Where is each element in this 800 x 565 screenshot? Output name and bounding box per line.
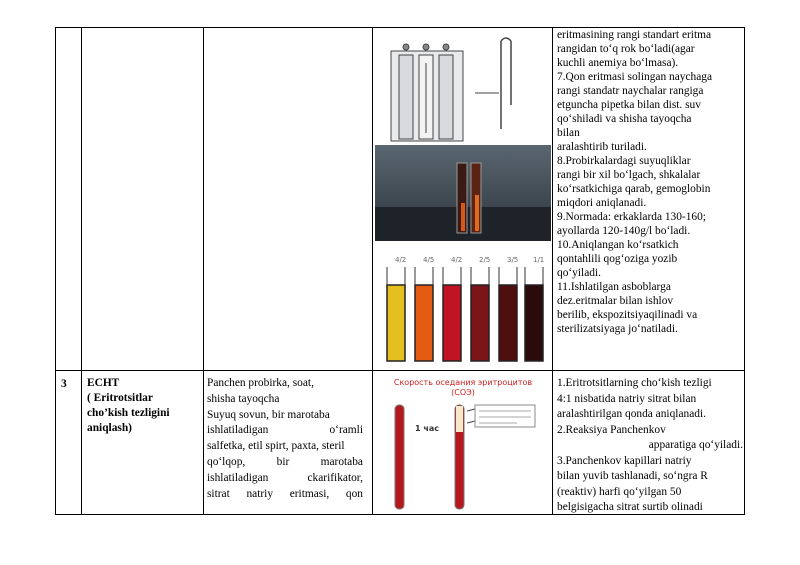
- scale-label: 3/5: [507, 256, 519, 264]
- procedure-line: 10.Aniqlangan ko‘rsatkich: [557, 239, 679, 251]
- procedure-line: rangi bir xil bo‘lgach, shkalalar: [557, 169, 701, 181]
- procedure-line: qontahlili qog‘oziga yozib: [557, 253, 678, 265]
- procedure-text-prev: [557, 28, 743, 336]
- scale-label: 1/1: [533, 256, 545, 264]
- procedure-line: etguncha pipetka bilan dist. suv: [557, 99, 701, 111]
- procedure-line: 3.Panchenkov kapillari natriy: [557, 454, 692, 467]
- procedure-line: miqdori aniqlanadi.: [557, 197, 647, 209]
- document-table: [55, 27, 745, 515]
- tube-5: [499, 285, 517, 361]
- procedure-line: (reaktiv) harfi qo‘yilgan 50: [557, 485, 682, 498]
- procedure-text-row3: [557, 376, 743, 516]
- row-number: 3: [61, 378, 67, 390]
- procedure-line: ayollarda 120-140g/l bo‘ladi.: [557, 225, 691, 237]
- equipment-list: [207, 376, 363, 502]
- procedure-line: 2.Reaksiya Panchenkov: [557, 423, 666, 436]
- procedure-name-line: ECHT: [87, 377, 120, 389]
- procedure-line: berilib, ekspozitsiyaqilinadi va: [557, 309, 698, 321]
- table-border-left: [55, 27, 56, 515]
- procedure-line: rangi standatr naychalar rangiga: [557, 85, 704, 97]
- procedure-line: aralashtirilgan qonda aniqlanadi.: [557, 408, 706, 420]
- procedure-name-line: ( Eritrotsitlar: [87, 392, 153, 404]
- procedure-name-line: cho’kish tezligini: [87, 407, 170, 419]
- scale-label: 4/2: [451, 256, 463, 264]
- column-divider-4: [552, 27, 553, 515]
- scale-label: 2/5: [479, 256, 491, 264]
- procedure-line: 7.Qon eritmasi solingan naychaga: [557, 71, 712, 83]
- equipment-line: ishlatiladigan o‘ramli: [207, 424, 363, 437]
- procedure-line: kuchli anemiya bo‘lmasa).: [557, 57, 679, 69]
- equipment-line: qo‘lqop, bir marotaba: [207, 455, 363, 468]
- procedure-name-line: aniqlash): [87, 422, 132, 434]
- equipment-line: ishlatiladigan ckarifikator,: [207, 471, 363, 484]
- procedure-line: 11.Ishlatilgan asboblarga: [557, 281, 671, 293]
- procedure-line: 4:1 nisbatida natriy sitrat bilan: [557, 392, 697, 405]
- tube-6: [525, 285, 543, 361]
- procedure-line: ko‘rsatkichiga qarab, gemoglobin: [557, 183, 711, 195]
- procedure-line: bilan: [557, 127, 580, 139]
- equipment-line: shisha tayoqcha: [207, 392, 280, 405]
- procedure-line: sterilizatsiyaga jo‘natiladi.: [557, 323, 678, 335]
- scale-label: 4/5: [423, 256, 435, 264]
- procedure-line: bilan yuvib tashlanadi, so‘ngra R: [557, 470, 708, 482]
- procedure-line: rangidan to‘q rok bo‘ladi(agar: [557, 43, 695, 55]
- procedure-line: aralashtirib turiladi.: [557, 141, 647, 153]
- esr-figure-title: Скорость оседания эритроцитов: [393, 378, 533, 387]
- scale-label: 4/2: [395, 256, 407, 264]
- procedure-line: 8.Probirkalardagi suyuqliklar: [557, 155, 691, 167]
- column-divider-2: [203, 27, 204, 515]
- equipment-line: sitrat natriy eritmasi, qon: [207, 487, 363, 500]
- procedure-line: belgisigacha sitrat surtib olinadi: [557, 501, 703, 513]
- column-divider-3: [372, 27, 373, 515]
- procedure-line: 1.Eritrotsitlarning cho‘kish tezligi: [557, 377, 712, 389]
- equipment-line: Suyuq sovun, bir marotaba: [207, 408, 330, 421]
- procedure-line: eritmasining rangi standart eritma: [557, 29, 712, 41]
- tube-4: [471, 285, 489, 361]
- tube-1: [387, 285, 405, 361]
- hemometer-photo: [375, 145, 551, 241]
- esr-figure: [377, 375, 549, 511]
- color-scale-tubes: [381, 253, 549, 365]
- tube-3: [443, 285, 461, 361]
- esr-time-label: 1 час: [415, 424, 439, 433]
- equipment-line: Panchen probirka, soat,: [207, 377, 314, 389]
- procedure-line: qo‘yiladi.: [557, 267, 601, 279]
- table-border-right: [744, 27, 745, 515]
- procedure-line: qo‘shiladi va shisha tayoqcha: [557, 113, 692, 125]
- equipment-line: salfetka, etil spirt, paxta, steril: [207, 440, 345, 453]
- tube-2: [415, 285, 433, 361]
- procedure-line: apparatiga qo‘yiladi.: [648, 439, 743, 451]
- procedure-name: [87, 376, 199, 436]
- column-divider-1: [81, 27, 82, 515]
- esr-figure-subtitle: (СОЭ): [451, 388, 475, 397]
- sahli-hemometer-figure: [379, 33, 551, 145]
- procedure-line: 9.Normada: erkaklarda 130-160;: [557, 211, 706, 223]
- procedure-line: dez.eritmalar bilan ishlov: [557, 295, 674, 307]
- row-divider: [55, 370, 745, 371]
